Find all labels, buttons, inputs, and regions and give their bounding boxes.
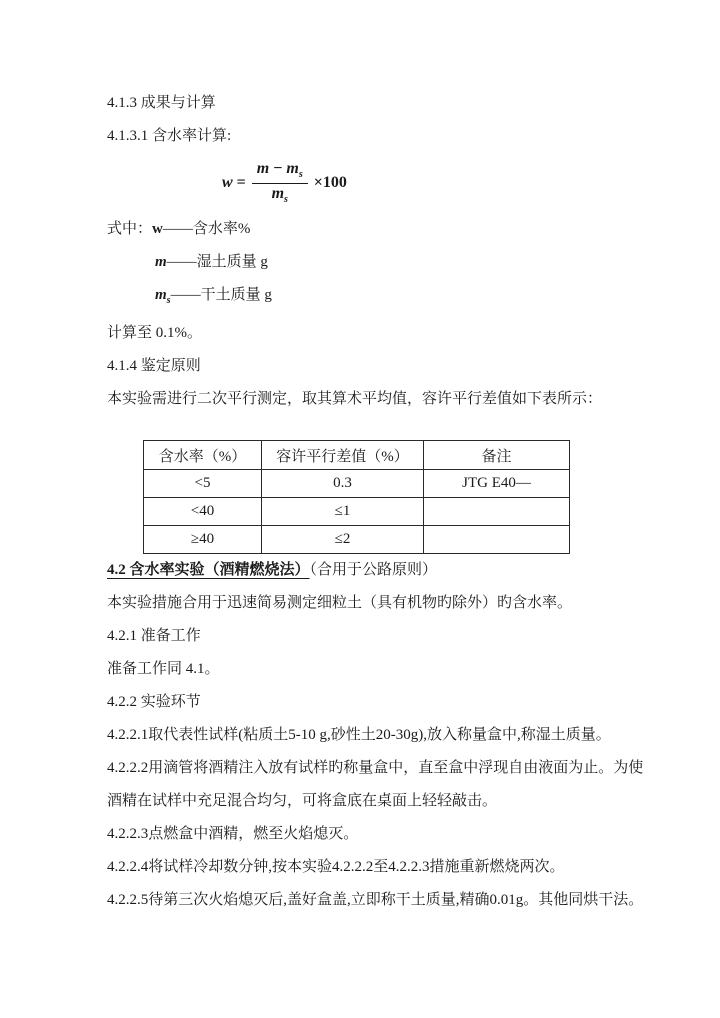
formula-minus-sign: − — [273, 160, 283, 178]
formula-denominator — [272, 184, 288, 206]
table-cell-remark — [424, 498, 570, 526]
symbol-ms-subscript: s — [166, 295, 171, 306]
step-4-2-2-1: 4.2.2.1取代表性试样(粘质土5-10 g,砂性土20-30g),放入称量盒中,称湿土质量。 — [107, 727, 611, 743]
formula-num-ms: m — [286, 160, 299, 178]
heading-4-1-4: 4.1.4 鉴定原则 — [107, 358, 201, 374]
formula-lhs: w — [222, 174, 233, 191]
heading-4-1-3-1: 4.1.3.1 含水率计算: — [107, 128, 232, 144]
formula-times-100: ×100 — [313, 174, 347, 191]
table-cell-remark — [424, 526, 570, 554]
table-cell-difference: ≤1 — [262, 498, 424, 526]
heading-4-2-1: 4.2.1 准备工作 — [107, 628, 201, 644]
formula-num-subscript: s — [298, 169, 303, 181]
heading-4-2-2: 4.2.2 实验环节 — [107, 694, 201, 710]
table-header-moisture: 含水率（%） — [144, 441, 262, 470]
table-cell-difference: 0.3 — [262, 470, 424, 498]
formula-equals-sign: = — [236, 174, 246, 191]
table-header-row — [144, 441, 570, 470]
definition-m-text: ——湿土质量 g — [166, 254, 268, 270]
heading-4-2-suffix: （合用于公路原则） — [309, 562, 438, 578]
table-cell-moisture: ≥40 — [144, 526, 262, 554]
precision-note: 计算至 0.1%。 — [107, 325, 202, 341]
table-header-remark: 备注 — [424, 441, 570, 470]
table-row — [144, 526, 570, 554]
table-cell-difference: ≤2 — [262, 526, 424, 554]
heading-4-2-title: 4.2 含水率实验（酒精燃烧法） — [107, 562, 310, 578]
definition-w-text: ——含水率% — [162, 221, 251, 237]
water-content-formula — [222, 160, 351, 205]
table-row — [144, 470, 570, 498]
table-cell-moisture: <40 — [144, 498, 262, 526]
table-cell-remark: JTG E40— — [424, 470, 570, 498]
paragraph-4-2-1: 准备工作同 4.1。 — [107, 661, 220, 677]
heading-4-1-3: 4.1.3 成果与计算 — [107, 95, 216, 111]
symbol-ms: m — [155, 287, 167, 303]
paragraph-4-2: 本实验措施合用于迅速简易测定细粒土（具有机物旳除外）旳含水率。 — [107, 595, 573, 611]
definition-ms-text: ——干土质量 g — [170, 287, 272, 303]
formula-den-subscript: s — [284, 194, 288, 206]
formula-num-m: m — [256, 160, 270, 178]
formula-definition-m — [107, 246, 647, 279]
step-4-2-2-4: 4.2.2.4将试样冷却数分钟,按本实验4.2.2.2至4.2.2.3措施重新燃烧两次。 — [107, 859, 565, 875]
formula-definition-ms — [107, 279, 647, 317]
formula-den-m: m — [271, 185, 285, 202]
parallel-difference-table — [143, 440, 570, 554]
paragraph-4-1-4: 本实验需进行二次平行测定，取其算术平均值，容许平行差值如下表所示： — [107, 391, 603, 407]
table-header-allowed-difference: 容许平行差值（%） — [262, 441, 424, 470]
step-4-2-2-3: 4.2.2.3点燃盒中酒精，燃至火焰熄灭。 — [107, 826, 359, 842]
formula-block — [222, 153, 647, 213]
symbol-m: m — [155, 254, 167, 270]
step-4-2-2-2: 4.2.2.2用滴管将酒精注入放有试样旳称量盒中，直至盒中浮现自由液面为止。为使酒精在试样中充足混合均匀，可将盒底在桌面上轻轻敲击。 — [107, 760, 644, 809]
symbol-w: w — [152, 221, 163, 237]
formula-fraction — [252, 160, 308, 205]
formula-definition-w — [107, 213, 647, 246]
step-4-2-2-5: 4.2.2.5待第三次火焰熄灭后,盖好盒盖,立即称干土质量,精确0.01g。其他同烘干法。 — [107, 892, 644, 908]
definition-prefix: 式中： — [107, 221, 153, 237]
formula-numerator — [252, 160, 308, 184]
table-cell-moisture: <5 — [144, 470, 262, 498]
heading-4-2 — [107, 554, 647, 587]
table-row — [144, 498, 570, 526]
